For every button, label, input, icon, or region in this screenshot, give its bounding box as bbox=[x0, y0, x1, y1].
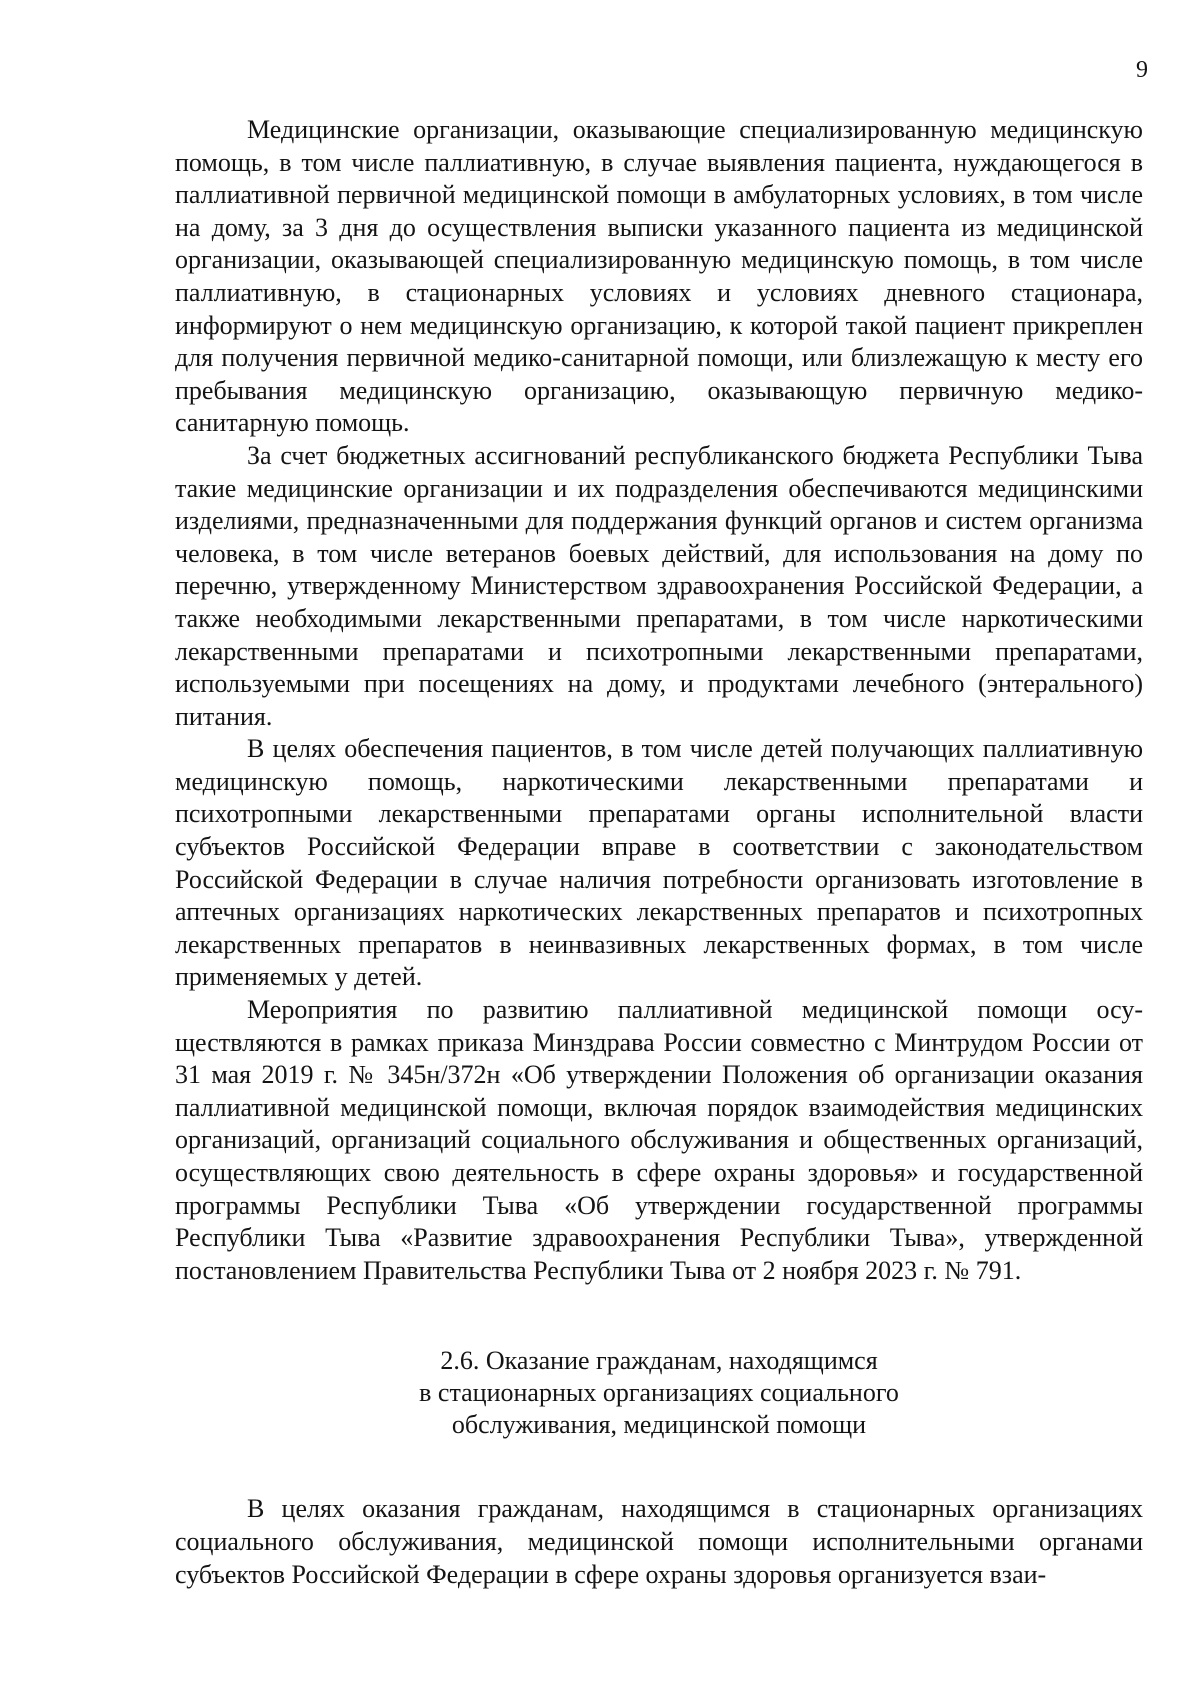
section-heading bbox=[175, 1345, 1143, 1441]
paragraph-budget-funding: За счет бюджетных ассигнований республиканского бюджета Республики Тыва такие медицинские организации и их подразделения обеспечиваются медицинскими изделиями, предназначенными для поддержания функций органов и систем организма человека, в том числе ветеранов боевых действий, для использования на дому по перечню, утвержденному Министерством здравоохранения Российской Федерации, а также необходимыми лекарственными препаратами, в том числе наркотическими лекарственными препаратами и психотропными лекарственными препаратами, используемыми при посещениях на дому, и продуктами лечебного (энтерального) питания. bbox=[175, 440, 1143, 731]
section-heading-line: в стационарных организациях социального bbox=[419, 1378, 899, 1408]
paragraph-palliative-measures: Мероприятия по развитию паллиативной медицинской помощи осуществляются в рамках приказа Минздрава России совместно с Минтрудом России от 31 мая 2019 г. № 345н/372н «Об утверждении Положения об организации оказания паллиативной медицинской помощи, включая порядок взаимодействия медицинских организаций, организаций социального обслуживания и общественных организаций, осуществляющих свою деятельность в сфере охраны здоровья» и государственной программы Республики Тыва «Об утверждении государственной программы Республики Тыва «Развитие здравоохранения Республики Тыва», утвержденной постановлением Правительства Республики Тыва от 2 ноября 2023 г. № 791. bbox=[175, 995, 1143, 1285]
paragraph-palliative-discharge: Медицинские организации, оказывающие специализированную медицинскую помощь, в том числе паллиативную, в случае выявления пациента, нуждающегося в паллиативной первичной медицинской помощи в амбулаторных условиях, в том числе на дому, за 3 дня до осуществления выписки указанного пациента из медицинской организации, оказывающей специализированную медицинскую помощь, в том числе паллиативную, в стационарных условиях и условиях дневного стационара, информируют о нем медицинскую организацию, к которой такой пациент прикреплен для получения первичной медико-санитарной помощи, или близлежащую к месту его пребывания медицинскую организацию, оказывающую первичную медико-санитарную помощь. bbox=[175, 115, 1143, 438]
page-number: 9 bbox=[1136, 57, 1148, 83]
paragraph-social-institutions: В целях оказания гражданам, находящимся в стационарных организациях социального обслуживания, медицинской помощи исполнительными органами субъектов Российской Федерации в сфере охраны здоровья организуется взаи- bbox=[175, 1494, 1143, 1589]
section-heading-line: 2.6. Оказание гражданам, находящимся bbox=[440, 1346, 878, 1376]
section-heading-line: обслуживания, медицинской помощи bbox=[451, 1410, 867, 1440]
paragraph-narcotic-drugs: В целях обеспечения пациентов, в том числе детей получающих паллиативную медицинскую помощь, наркотическими лекарственными препаратами и психотропными лекарственными препаратами органы исполнительной власти субъектов Российской Федерации вправе в соответствии с законодательством Российской Федерации в случае наличия потребности организовать изготовление в аптечных организациях наркотических лекарственных препаратов и психотропных лекарственных препаратов в неинвазивных лекарственных формах, в том числе применяемых у детей. bbox=[175, 734, 1143, 992]
document-body bbox=[175, 114, 1143, 1591]
